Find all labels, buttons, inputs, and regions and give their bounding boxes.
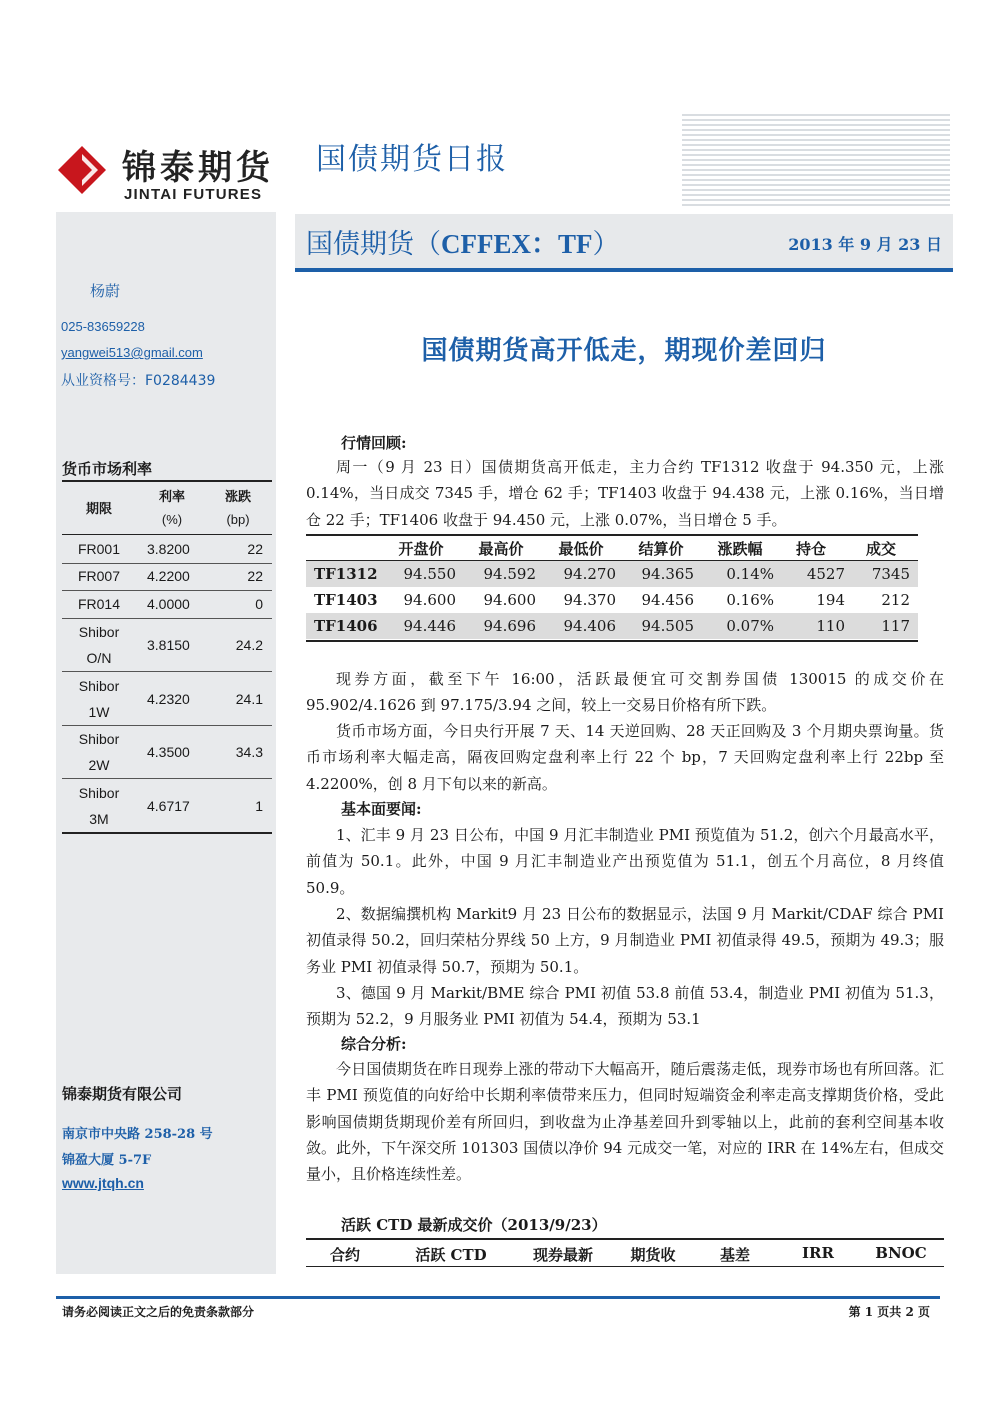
section-title-fundamentals: 基本面要闻:	[341, 800, 422, 818]
open-price: 94.550	[403, 565, 456, 583]
rates-header-term: 期限	[85, 502, 112, 517]
ctd-header-basis: 基差	[719, 1246, 750, 1264]
open-price: 94.600	[403, 591, 456, 609]
rate-row-rule	[62, 618, 272, 619]
rates-header-change: 涨跌	[224, 490, 251, 505]
futures-header-high: 最高价	[478, 540, 524, 558]
contract-code: TF1403	[314, 591, 378, 609]
report-date: 2013 年 9 月 23 日	[788, 235, 942, 254]
rate-row-rule	[62, 671, 272, 672]
rates-header-change-unit: (bp)	[226, 512, 250, 527]
rate-term: Shibor	[78, 678, 120, 694]
ctd-header-spot-latest: 现券最新	[532, 1246, 593, 1264]
open-interest: 110	[816, 617, 845, 635]
band-title: 国债期货（CFFEX：TF）	[306, 229, 620, 260]
rate-row-rule	[62, 725, 272, 726]
ctd-header-bnoc: BNOC	[875, 1244, 927, 1262]
rate-term-tenor: 2W	[88, 757, 110, 773]
rate-term-tenor: 3M	[89, 811, 109, 827]
ctd-table-header-rule	[306, 1266, 944, 1267]
high-price: 94.592	[483, 565, 536, 583]
author-name: 杨蔚	[90, 282, 121, 300]
low-price: 94.370	[563, 591, 616, 609]
rate-row-rule	[62, 778, 272, 779]
high-price: 94.600	[483, 591, 536, 609]
rate-value: 3.8150	[147, 637, 190, 653]
rate-change: 0	[255, 596, 263, 612]
rate-term-tenor: 1W	[88, 704, 110, 720]
page-number: 第 1 页共 2 页	[848, 1305, 930, 1319]
logo-diamond-icon	[58, 146, 106, 194]
license-number: 从业资格号：F0284439	[61, 373, 216, 389]
volume: 117	[881, 617, 910, 635]
ctd-header-active-ctd: 活跃 CTD	[415, 1246, 487, 1264]
rate-term: FR014	[77, 596, 121, 612]
rate-term: FR001	[77, 541, 121, 557]
rates-header-rule	[62, 534, 272, 535]
analysis-paragraph: 今日国债期货在昨日现券上涨的带动下大幅高开，随后震荡走低，现券市场也有所回落。汇丰 PMI 预览值的向好给中长期利率债带来压力，但同时短端资金利率走高支撑期货价格，受此影响国债期货期现价差有所回归，到收盘为止净基差回升到零轴以上，此前的套利空间基本收敛。此外，下午深交所 101303 国债以净价 94 元成交一笔，对应的 IRR 在 14%左右，但成交量小，且价格连续性差。	[306, 1060, 944, 1184]
futures-header-change: 涨跌幅	[717, 540, 763, 558]
ctd-header-contract: 合约	[329, 1246, 360, 1264]
headline: 国债期货高开低走，期现价差回归	[421, 336, 827, 366]
settle-price: 94.456	[641, 591, 694, 609]
contract-code: TF1312	[314, 565, 378, 583]
rate-value: 4.2320	[147, 691, 190, 707]
rate-value: 4.0000	[147, 596, 190, 612]
report-title: 国债期货日报	[316, 142, 508, 177]
low-price: 94.270	[563, 565, 616, 583]
rate-term: Shibor	[78, 624, 120, 640]
company-address-line2: 锦盈大厦 5-7F	[62, 1153, 152, 1168]
rate-value: 3.8200	[147, 541, 190, 557]
section-title-analysis: 综合分析:	[341, 1035, 407, 1053]
news-paragraph-3: 3、德国 9 月 Markit/BME 综合 PMI 初值 53.8 前值 53.4，制造业 PMI 初值为 51.3，预期为 52.2，9 月服务业 PMI 初值为 54.4，预期为 53.1	[306, 984, 944, 1029]
rates-header-rate-unit: (%)	[161, 512, 183, 527]
spot-paragraph: 现券方面，截至下午 16:00，活跃最便宜可交割券国债 130015 的成交价在 95.902/4.1626 到 97.175/3.94 之间，较上一交易日价格有所下跌。	[306, 670, 944, 715]
money-market-paragraph: 货币市场方面，今日央行开展 7 天、14 天逆回购、28 天正回购及 3 个月期央票询量。货币市场利率大幅走高，隔夜回购定盘利率上行 22 个 bp，7 天回购定盘利率上行 22bp 至 4.2200%，创 8 月下旬以来的新高。	[306, 722, 944, 793]
rate-term: Shibor	[78, 785, 120, 801]
author-email-link[interactable]: yangwei513@gmail.com	[61, 345, 203, 360]
rates-header-rate: 利率	[158, 490, 185, 505]
rate-change: 1	[255, 798, 263, 814]
futures-header-low: 最低价	[558, 540, 604, 558]
rates-title: 货币市场利率	[62, 460, 153, 478]
ctd-header-irr: IRR	[802, 1244, 834, 1262]
ctd-table-top-rule	[306, 1238, 944, 1240]
rate-change: 24.1	[235, 691, 263, 707]
company-address-line1: 南京市中央路 258-28 号	[62, 1127, 213, 1142]
ctd-table-title: 活跃 CTD 最新成交价（2013/9/23）	[341, 1216, 607, 1234]
futures-header-oi: 持仓	[795, 540, 826, 558]
company-name: 锦泰期货有限公司	[62, 1085, 183, 1103]
rate-term: Shibor	[78, 731, 120, 747]
rate-change: 34.3	[235, 744, 263, 760]
footer-disclaimer: 请务必阅读正文之后的免责条款部分	[62, 1305, 255, 1319]
section-title-review: 行情回顾:	[341, 434, 407, 452]
author-phone: 025-83659228	[61, 319, 145, 334]
header-hatch-decoration	[682, 114, 950, 206]
settle-price: 94.365	[641, 565, 694, 583]
settle-price: 94.505	[641, 617, 694, 635]
futures-header-volume: 成交	[865, 540, 896, 558]
futures-header-settle: 结算价	[638, 540, 684, 558]
rate-term-tenor: O/N	[86, 650, 112, 666]
contract-code: TF1406	[314, 617, 378, 635]
open-interest: 194	[816, 591, 845, 609]
footer-rule	[56, 1296, 940, 1299]
futures-table-bottom-rule	[306, 640, 918, 642]
rate-row-rule	[62, 563, 272, 564]
futures-header-open: 开盘价	[398, 540, 444, 558]
open-price: 94.446	[403, 617, 456, 635]
rate-value: 4.6717	[147, 798, 190, 814]
logo-english-name: JINTAI FUTURES	[124, 186, 263, 203]
rates-top-rule	[62, 480, 272, 482]
rate-change: 22	[247, 541, 263, 557]
change-pct: 0.07%	[726, 617, 774, 635]
change-pct: 0.16%	[726, 591, 774, 609]
rate-change: 22	[247, 568, 263, 584]
open-interest: 4527	[806, 565, 845, 583]
ctd-header-futures-close: 期货收	[630, 1246, 676, 1264]
change-pct: 0.14%	[726, 565, 774, 583]
volume: 212	[881, 591, 910, 609]
company-website-link[interactable]: www.jtqh.cn	[62, 1175, 144, 1191]
logo-chinese-name: 锦泰期货	[122, 148, 274, 188]
futures-table-top-rule	[306, 534, 918, 536]
rate-value: 4.3500	[147, 744, 190, 760]
news-paragraph-2: 2、数据编撰机构 Markit9 月 23 日公布的数据显示，法国 9 月 Markit/CDAF 综合 PMI 初值录得 50.2，回归荣枯分界线 50 上方，9 月制造业 PMI 初值录得 49.5，预期为 49.3；服务业 PMI 初值录得 50.7，预期为 50.1。	[306, 905, 944, 976]
high-price: 94.696	[483, 617, 536, 635]
news-paragraph-1: 1、汇丰 9 月 23 日公布，中国 9 月汇丰制造业 PMI 预览值为 51.2，创六个月最高水平，前值为 50.1。此外，中国 9 月汇丰制造业产出预览值为 51.1，创五个月高位，8 月终值 50.9。	[306, 826, 944, 897]
rate-term: FR007	[77, 568, 121, 584]
rate-row-rule	[62, 590, 272, 591]
low-price: 94.406	[563, 617, 616, 635]
volume: 7345	[871, 565, 910, 583]
rate-value: 4.2200	[147, 568, 190, 584]
rates-bottom-rule	[62, 832, 272, 834]
rate-change: 24.2	[235, 637, 263, 653]
review-paragraph: 周一（9 月 23 日）国债期货高开低走，主力合约 TF1312 收盘于 94.350 元，上涨 0.14%，当日成交 7345 手，增仓 62 手；TF1403 收盘于 94.438 元，上涨 0.16%，当日增仓 22 手；TF1406 收盘于 94.450 元，上涨 0.07%，当日增仓 5 手。	[306, 458, 944, 529]
